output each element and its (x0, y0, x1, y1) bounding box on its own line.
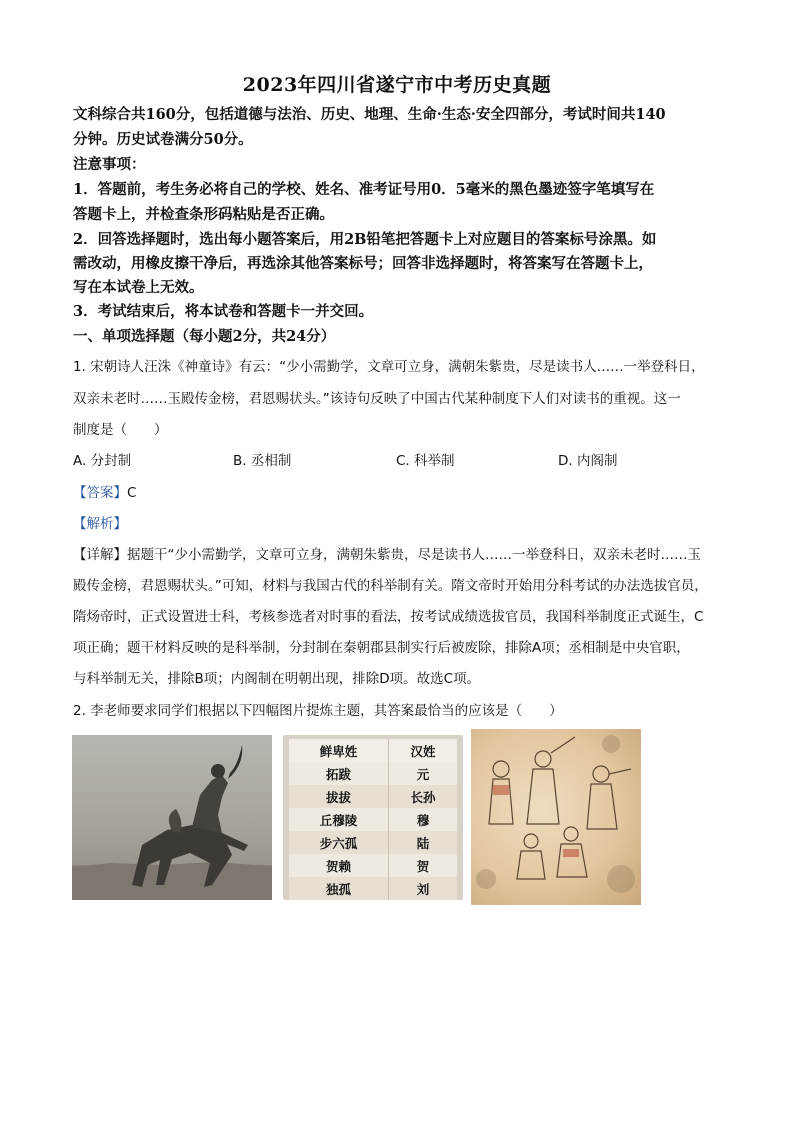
equestrian-statue-image (72, 735, 272, 900)
notice-item-2-line-2: 需改动，用橡皮擦干净后，再选涂其他答案标号；回答非选择题时，将答案写在答题卡上， (73, 255, 653, 272)
surname-table-image (283, 735, 463, 900)
q1-options (73, 449, 733, 471)
page-title: 2023年四川省遂宁市中考历史真题 (242, 74, 552, 96)
han-surname: 长孙 (389, 785, 457, 808)
surname-table (289, 739, 457, 900)
q2-stem: 2. 李老师要求同学们根据以下四幅图片提炼主题，其答案最恰当的应该是（ ） (73, 703, 563, 719)
xianbei-surname: 拔拔 (289, 785, 389, 808)
notice-item-1-line-2: 答题卡上，并检查条形码粘贴是否正确。 (73, 206, 334, 223)
intro-line-1: 文科综合共160分，包括道德与法治、历史、地理、生命·生态·安全四部分，考试时间共140 (73, 106, 666, 123)
table-row (289, 785, 457, 808)
table-header-row (289, 739, 457, 762)
q1-detail-line-2: 殿传金榜，君恩赐状头。”可知，材料与我国古代的科举制有关。隋文帝时开始用分科考试的办法选拔官员， (73, 578, 708, 594)
notice-item-3: 3．考试结束后，将本试卷和答题卡一并交回。 (73, 303, 374, 320)
notice-item-2-line-1: 2．回答选择题时，选出每小题答案后，用2B铅笔把答题卡上对应题目的答案标号涂黑。如 (73, 231, 657, 248)
han-surname: 穆 (389, 808, 457, 831)
xianbei-surname: 独孤 (289, 877, 389, 900)
han-surname: 陆 (389, 831, 457, 854)
notice-item-1-line-1: 1．答题前，考生务必将自己的学校、姓名、准考证号用0．5毫米的黑色墨迹签字笔填写在 (73, 181, 655, 198)
xianbei-surname: 贺赖 (289, 854, 389, 877)
q1-option-a: A. 分封制 (73, 453, 132, 469)
table-row (289, 877, 457, 900)
q1-stem-line-2: 双亲未老时……玉殿传金榜，君恩赐状头。”该诗句反映了中国古代某种制度下人们对读书的重视。这一 (73, 391, 681, 407)
xianbei-surname: 拓跋 (289, 762, 389, 785)
q1-option-b: B. 丞相制 (233, 453, 292, 469)
section-heading: 一、单项选择题（每小题2分，共24分） (73, 328, 336, 345)
notice-item-2-line-3: 写在本试卷上无效。 (73, 279, 204, 296)
intro-line-2: 分钟。历史试卷满分50分。 (73, 131, 253, 148)
han-surname: 贺 (389, 854, 457, 877)
statue-drawing (72, 735, 272, 900)
mural-image (471, 729, 641, 905)
xianbei-surname: 丘穆陵 (289, 808, 389, 831)
q1-stem-line-1: 1. 宋朝诗人汪洙《神童诗》有云：“少小需勤学，文章可立身，满朝朱紫贵，尽是读书人……一举登科日， (73, 359, 705, 375)
header-xianbei: 鲜卑姓 (289, 739, 389, 762)
q1-detail-line-5: 与科举制无关，排除B项；内阁制在明朝出现，排除D项。故选C项。 (73, 671, 481, 687)
han-surname: 刘 (389, 877, 457, 900)
detail-tag: 【详解】 (73, 547, 127, 563)
answer-value: C (127, 485, 137, 501)
header-han: 汉姓 (389, 739, 457, 762)
q1-stem-line-3: 制度是（ ） (73, 422, 168, 438)
xianbei-surname: 步六孤 (289, 831, 389, 854)
table-row (289, 762, 457, 785)
q1-detail-line-1 (73, 543, 733, 563)
q1-detail-line-3: 隋炀帝时，正式设置进士科，考核参选者对时事的看法，按考试成绩选拔官员，我国科举制度正式诞生，C (73, 609, 704, 625)
table-row (289, 831, 457, 854)
mural-drawing (471, 729, 641, 905)
analysis-tag: 【解析】 (73, 516, 127, 532)
answer-tag: 【答案】 (73, 485, 127, 501)
q1-detail-line-4: 项正确；题干材料反映的是科举制，分封制在秦朝郡县制实行后被废除，排除A项；丞相制是中央官职， (73, 640, 690, 656)
q1-analysis (73, 512, 733, 532)
detail-text-1: 据题干“少小需勤学，文章可立身，满朝朱紫贵，尽是读书人……一举登科日，双亲未老时……玉 (127, 547, 701, 563)
q1-option-c: C. 科举制 (396, 453, 455, 469)
q1-answer (73, 481, 733, 501)
table-row (289, 854, 457, 877)
q1-option-d: D. 内阁制 (558, 453, 618, 469)
han-surname: 元 (389, 762, 457, 785)
table-row (289, 808, 457, 831)
notice-heading: 注意事项： (73, 156, 146, 173)
